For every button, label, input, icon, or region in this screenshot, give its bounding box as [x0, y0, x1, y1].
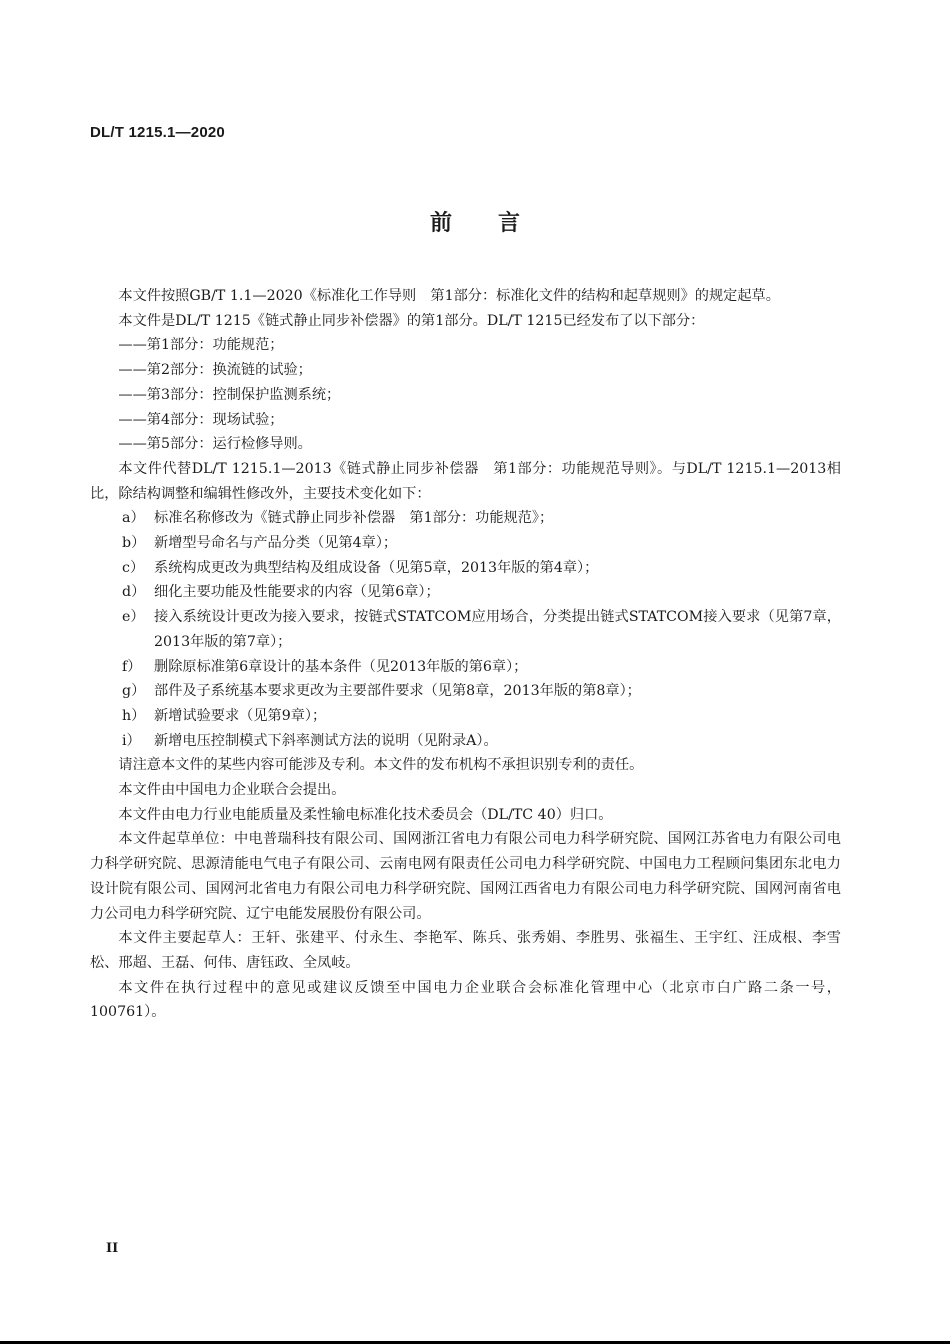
item-label: c）	[122, 559, 145, 576]
item-label: e）	[122, 609, 145, 626]
parts-list	[90, 333, 841, 457]
foreword-body	[90, 284, 841, 1025]
item-text: 新增型号命名与产品分类（见第4章）；	[154, 535, 398, 552]
item-label: g）	[122, 683, 146, 700]
item-text: 部件及子系统基本要求更改为主要部件要求（见第8章，2013年版的第8章）；	[154, 683, 641, 700]
paragraph-series-parts: 本文件是DL/T 1215《链式静止同步补偿器》的第1部分。DL/T 1215已经发布了以下部分：	[118, 312, 705, 329]
list-item	[90, 580, 841, 605]
list-item: ——第5部分：运行检修导则。	[118, 436, 312, 453]
list-item	[90, 704, 841, 729]
paragraph-drafters: 本文件主要起草人：王轩、张建平、付永生、李艳军、陈兵、张秀娟、李胜男、张福生、王宇红、汪成根、李雪松、邢超、王磊、何伟、唐钰政、全凤岐。	[90, 930, 841, 971]
item-text: 新增试验要求（见第9章）；	[154, 707, 327, 724]
paragraph-committee: 本文件由电力行业电能质量及柔性输电标准化技术委员会（DL/TC 40）归口。	[118, 806, 613, 823]
item-label: f）	[122, 658, 142, 675]
list-item	[90, 556, 841, 581]
item-label: d）	[122, 584, 146, 601]
item-text: 细化主要功能及性能要求的内容（见第6章）；	[154, 584, 440, 601]
list-item	[90, 679, 841, 704]
item-text: 标准名称修改为《链式静止同步补偿器 第1部分：功能规范》；	[154, 510, 554, 527]
document-code: DL/T 1215.1—2020	[90, 124, 225, 141]
paragraph-patent-notice: 请注意本文件的某些内容可能涉及专利。本文件的发布机构不承担识别专利的责任。	[118, 757, 644, 774]
list-item	[90, 506, 841, 531]
item-label: b）	[122, 535, 146, 552]
paragraph-feedback: 本文件在执行过程中的意见或建议反馈至中国电力企业联合会标准化管理中心（北京市白广路二条一号，100761）。	[90, 979, 841, 1021]
paragraph-drafting-rules: 本文件按照GB/T 1.1—2020《标准化工作导则 第1部分：标准化文件的结构和起草规则》的规定起草。	[118, 288, 780, 304]
list-item: ——第4部分：现场试验；	[118, 411, 284, 428]
paragraph-drafting-units: 本文件起草单位：中电普瑞科技有限公司、国网浙江省电力有限公司电力科学研究院、国网江苏省电力有限公司电力科学研究院、思源清能电气电子有限公司、云南电网有限责任公司电力科学研究院、中国电力工程顾问集团东北电力设计院有限公司、国网河北省电力有限公司电力科学研究院、国网江西省电力有限公司电力科学研究院、国网河南省电力公司电力科学研究院、辽宁电能发展股份有限公司。	[90, 831, 841, 922]
item-text: 接入系统设计更改为接入要求，按链式STATCOM应用场合，分类提出链式STATCOM接入要求（见第7章，2013年版的第7章）；	[154, 609, 841, 650]
paragraph-proposed-by: 本文件由中国电力企业联合会提出。	[118, 782, 346, 799]
list-item: ——第1部分：功能规范；	[118, 337, 284, 354]
item-text: 新增电压控制模式下斜率测试方法的说明（见附录A）。	[154, 732, 498, 749]
item-label: i）	[122, 732, 141, 749]
list-item: ——第3部分：控制保护监测系统；	[118, 386, 341, 403]
item-label: a）	[122, 510, 145, 527]
item-label: h）	[122, 707, 146, 724]
item-text: 删除原标准第6章设计的基本条件（见2013年版的第6章）；	[154, 658, 528, 675]
list-item: ——第2部分：换流链的试验；	[118, 362, 312, 379]
item-text: 系统构成更改为典型结构及组成设备（见第5章，2013年版的第4章）；	[154, 559, 599, 576]
list-item	[90, 531, 841, 556]
page-number: II	[106, 1241, 119, 1256]
page-title: 前言	[429, 211, 566, 236]
list-item	[90, 655, 841, 680]
changes-list	[90, 506, 841, 753]
paragraph-replaces: 本文件代替DL/T 1215.1—2013《链式静止同步补偿器 第1部分：功能规范导则》。与DL/T 1215.1—2013相比，除结构调整和编辑性修改外，主要技术变化如下：	[90, 460, 841, 502]
list-item	[90, 729, 841, 754]
list-item	[90, 605, 841, 654]
